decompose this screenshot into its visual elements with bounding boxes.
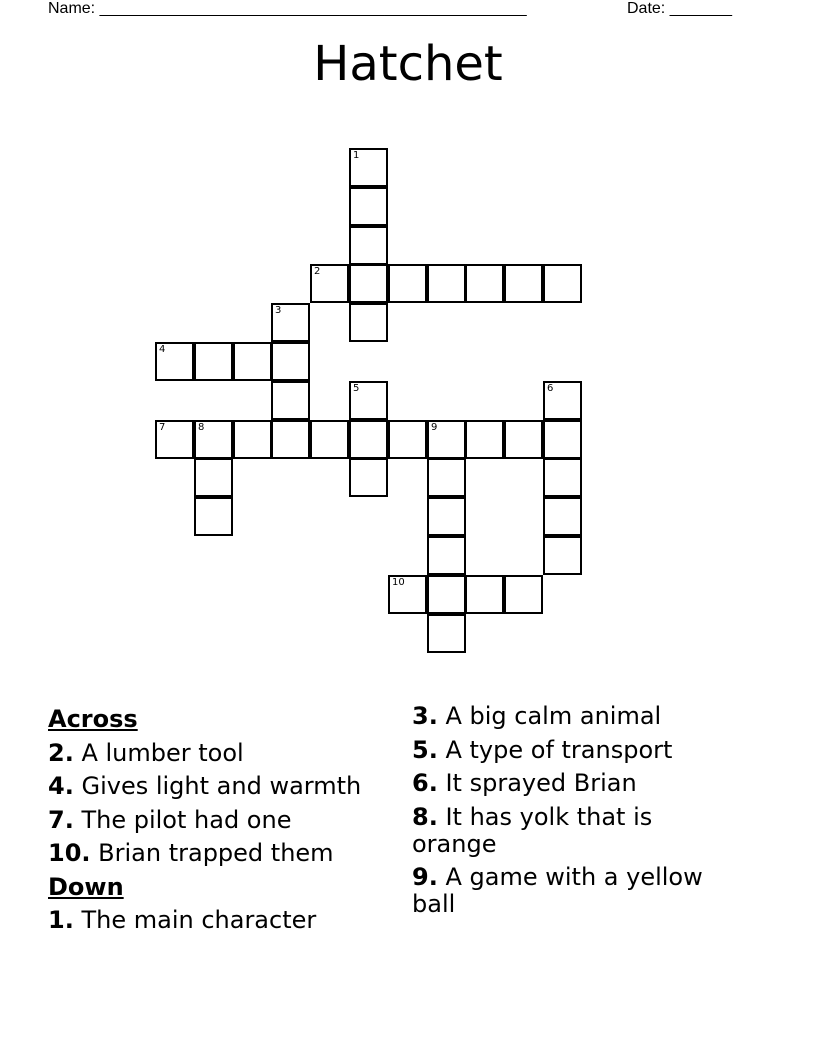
crossword-cell[interactable] xyxy=(388,575,427,614)
clues-right-column xyxy=(412,703,742,925)
clue-down-6 xyxy=(412,770,742,797)
clue-text: The pilot had one xyxy=(81,805,292,834)
crossword-cell[interactable] xyxy=(427,420,466,459)
cell-number: 1 xyxy=(353,150,360,161)
crossword-cell[interactable] xyxy=(543,458,582,497)
crossword-cell[interactable] xyxy=(194,458,233,497)
clue-text: A lumber tool xyxy=(81,738,244,767)
clue-down-5 xyxy=(412,737,742,764)
clue-across-7 xyxy=(48,804,393,838)
clue-number: 1. xyxy=(48,906,74,934)
crossword-cell[interactable] xyxy=(388,420,427,459)
clue-number: 3. xyxy=(412,702,438,730)
crossword-cell[interactable] xyxy=(155,342,194,381)
down-heading: Down xyxy=(48,872,124,901)
crossword-cell[interactable] xyxy=(504,575,543,614)
cell-number: 8 xyxy=(198,422,205,433)
clue-number: 8. xyxy=(412,802,438,831)
crossword-cell[interactable] xyxy=(465,420,504,459)
crossword-cell[interactable] xyxy=(194,420,233,459)
clue-text: A game with a yellow ball xyxy=(412,863,703,918)
clue-across-4 xyxy=(48,770,393,804)
crossword-cell[interactable] xyxy=(427,614,466,653)
crossword-cell[interactable] xyxy=(349,420,388,459)
clue-down-1 xyxy=(48,904,393,938)
crossword-cell[interactable] xyxy=(427,536,466,575)
clue-number: 4. xyxy=(48,772,74,800)
clue-down-3 xyxy=(412,703,742,730)
clue-number: 2. xyxy=(48,738,74,767)
crossword-cell[interactable] xyxy=(271,420,310,459)
cell-number: 5 xyxy=(353,383,360,394)
crossword-cell[interactable] xyxy=(271,303,310,342)
crossword-cell[interactable] xyxy=(465,264,504,303)
cell-number: 3 xyxy=(275,305,282,316)
crossword-cell[interactable] xyxy=(543,381,582,420)
clue-text: It has yolk that is orange xyxy=(412,802,653,858)
across-heading: Across xyxy=(48,705,138,733)
crossword-cell[interactable] xyxy=(543,497,582,536)
crossword-cell[interactable] xyxy=(427,458,466,497)
cell-number: 4 xyxy=(159,344,166,355)
crossword-cell[interactable] xyxy=(349,148,388,187)
crossword-cell[interactable] xyxy=(349,226,388,265)
cell-number: 10 xyxy=(392,577,405,588)
crossword-cell[interactable] xyxy=(310,420,349,459)
clue-number: 9. xyxy=(412,863,438,891)
crossword-cell[interactable] xyxy=(349,264,388,303)
crossword-cell[interactable] xyxy=(194,342,233,381)
crossword-cell[interactable] xyxy=(465,575,504,614)
clue-number: 5. xyxy=(412,735,438,764)
clue-number: 10. xyxy=(48,839,91,867)
cell-number: 9 xyxy=(431,422,438,433)
clue-down-8 xyxy=(412,804,742,858)
crossword-cell[interactable] xyxy=(349,458,388,497)
crossword-cell[interactable] xyxy=(504,420,543,459)
clue-text: A type of transport xyxy=(445,735,673,764)
crossword-cell[interactable] xyxy=(388,264,427,303)
cell-number: 2 xyxy=(314,266,321,277)
date-field-label: Date: _______ xyxy=(627,0,732,17)
crossword-cell[interactable] xyxy=(427,497,466,536)
crossword-cell[interactable] xyxy=(233,420,272,459)
crossword-cell[interactable] xyxy=(349,187,388,226)
page-title: Hatchet xyxy=(313,36,503,92)
clue-text: Brian trapped them xyxy=(98,839,334,867)
crossword-cell[interactable] xyxy=(271,342,310,381)
clue-text: It sprayed Brian xyxy=(445,769,637,797)
name-field-label: Name: ________________________________________________ xyxy=(48,0,527,17)
crossword-cell[interactable] xyxy=(543,536,582,575)
clue-text: The main character xyxy=(81,906,317,934)
clue-down-9 xyxy=(412,864,742,918)
crossword-cell[interactable] xyxy=(427,264,466,303)
crossword-cell[interactable] xyxy=(543,420,582,459)
crossword-cell[interactable] xyxy=(349,381,388,420)
clue-across-10 xyxy=(48,837,393,871)
crossword-cell[interactable] xyxy=(349,303,388,342)
cell-number: 7 xyxy=(159,422,166,433)
clue-text: A big calm animal xyxy=(445,702,662,730)
crossword-cell[interactable] xyxy=(543,264,582,303)
clue-number: 7. xyxy=(48,805,74,834)
crossword-cell[interactable] xyxy=(194,497,233,536)
clue-across-2 xyxy=(48,737,393,771)
crossword-cell[interactable] xyxy=(155,420,194,459)
crossword-cell[interactable] xyxy=(310,264,349,303)
crossword-cell[interactable] xyxy=(233,342,272,381)
crossword-cell[interactable] xyxy=(271,381,310,420)
clue-text: Gives light and warmth xyxy=(81,772,362,800)
clues-left-column xyxy=(48,703,393,938)
crossword-cell[interactable] xyxy=(427,575,466,614)
clue-number: 6. xyxy=(412,769,438,797)
cell-number: 6 xyxy=(547,383,554,394)
crossword-cell[interactable] xyxy=(504,264,543,303)
